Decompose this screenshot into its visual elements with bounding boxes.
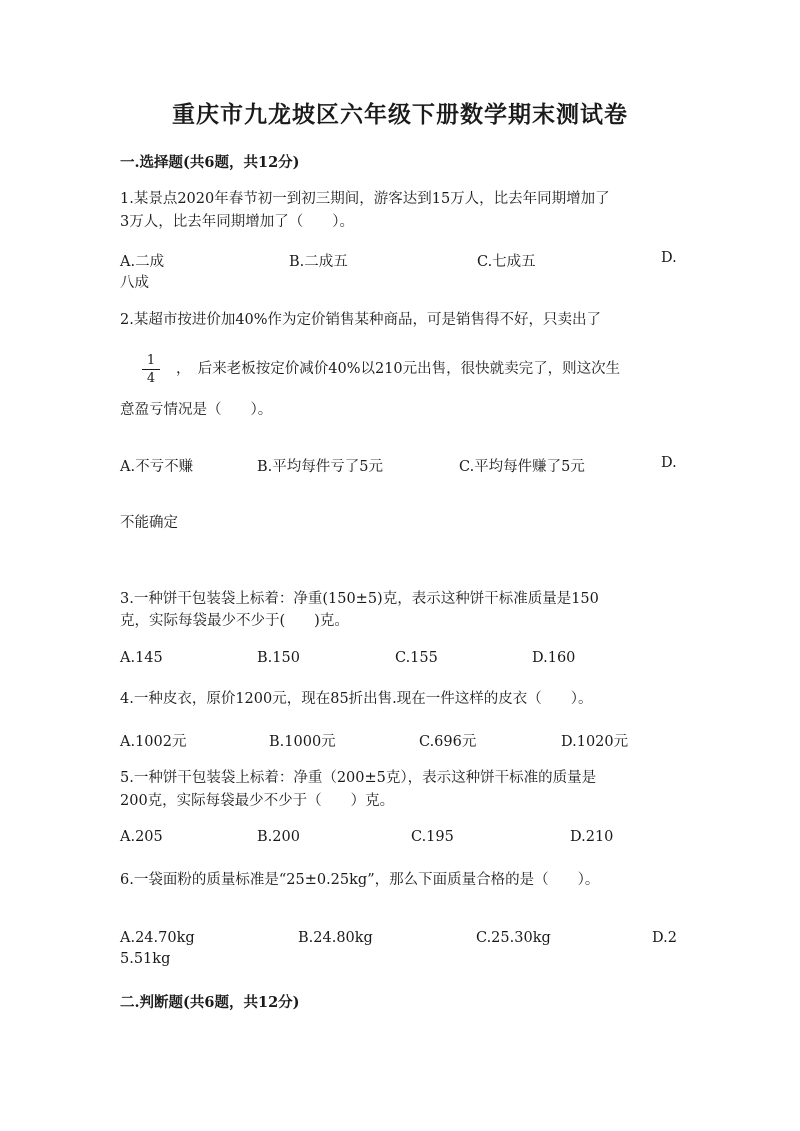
question-3-line-1: 3.一种饼干包装袋上标着：净重(150±5)克，表示这种饼干标准质量是150 <box>120 591 599 607</box>
question-5-option-c[interactable]: C.195 <box>411 829 454 845</box>
question-2-option-c[interactable]: C.平均每件赚了5元 <box>459 459 585 475</box>
question-1-option-d[interactable]: D. <box>661 250 677 266</box>
question-1-option-c[interactable]: C.七成五 <box>477 254 536 270</box>
question-1-option-b[interactable]: B.二成五 <box>289 254 348 270</box>
question-4-option-d[interactable]: D.1020元 <box>561 734 629 750</box>
question-4-line-1: 4.一种皮衣，原价1200元，现在85折出售.现在一件这样的皮衣（ ）。 <box>120 691 593 707</box>
fraction-numerator: 1 <box>146 353 156 368</box>
question-5-option-b[interactable]: B.200 <box>257 829 300 845</box>
question-4-option-c[interactable]: C.696元 <box>419 734 477 750</box>
fraction-one-quarter <box>142 353 160 386</box>
question-2-line-2: ， 后来老板按定价减价40%以210元出售，很快就卖完了，则这次生 <box>176 361 621 377</box>
question-2-option-d[interactable]: D. <box>661 455 677 471</box>
page-title: 重庆市九龙坡区六年级下册数学期末测试卷 <box>172 101 628 128</box>
question-2-option-a[interactable]: A.不亏不赚 <box>120 459 194 475</box>
question-1-option-a[interactable]: A.二成 <box>120 254 165 270</box>
question-3-option-a[interactable]: A.145 <box>120 650 163 666</box>
question-3-option-c[interactable]: C.155 <box>395 650 438 666</box>
question-6-line-1: 6.一袋面粉的质量标准是“25±0.25kg”，那么下面质量合格的是（ ）。 <box>120 872 600 888</box>
section-heading-judgement: 二.判断题(共6题，共12分) <box>120 994 300 1011</box>
question-5-option-d[interactable]: D.210 <box>570 829 614 845</box>
question-3-option-b[interactable]: B.150 <box>257 650 300 666</box>
question-6-option-d-text: 5.51kg <box>120 951 171 967</box>
question-6-option-c[interactable]: C.25.30kg <box>476 930 551 946</box>
question-4-option-b[interactable]: B.1000元 <box>269 734 336 750</box>
fraction-denominator: 4 <box>146 371 156 386</box>
question-1-line-2: 3万人，比去年同期增加了（ ）。 <box>120 214 354 230</box>
question-2-option-b[interactable]: B.平均每件亏了5元 <box>257 459 383 475</box>
question-4-option-a[interactable]: A.1002元 <box>120 734 187 750</box>
question-1-option-d-text: 八成 <box>120 275 149 291</box>
question-3-option-d[interactable]: D.160 <box>532 650 576 666</box>
question-6-option-d[interactable]: D.2 <box>652 930 677 946</box>
question-5-line-1: 5.一种饼干包装袋上标着：净重（200±5克），表示这种饼干标准的质量是 <box>120 770 597 786</box>
question-5-option-a[interactable]: A.205 <box>120 829 163 845</box>
fraction-bar <box>142 369 160 370</box>
question-2-line-1: 2.某超市按进价加40%作为定价销售某种商品，可是销售得不好，只卖出了 <box>120 312 602 328</box>
question-6-option-a[interactable]: A.24.70kg <box>120 930 195 946</box>
question-6-option-b[interactable]: B.24.80kg <box>298 930 373 946</box>
question-2-option-d-text: 不能确定 <box>120 515 178 531</box>
question-5-line-2: 200克，实际每袋最少不少于（ ）克。 <box>120 793 395 809</box>
question-3-line-2: 克，实际每袋最少不少于( )克。 <box>120 613 349 629</box>
question-2-line-3: 意盈亏情况是（ ）。 <box>120 402 273 418</box>
question-1-line-1: 1.某景点2020年春节初一到初三期间，游客达到15万人，比去年同期增加了 <box>120 191 610 207</box>
section-heading-choice: 一.选择题(共6题，共12分) <box>120 154 300 171</box>
